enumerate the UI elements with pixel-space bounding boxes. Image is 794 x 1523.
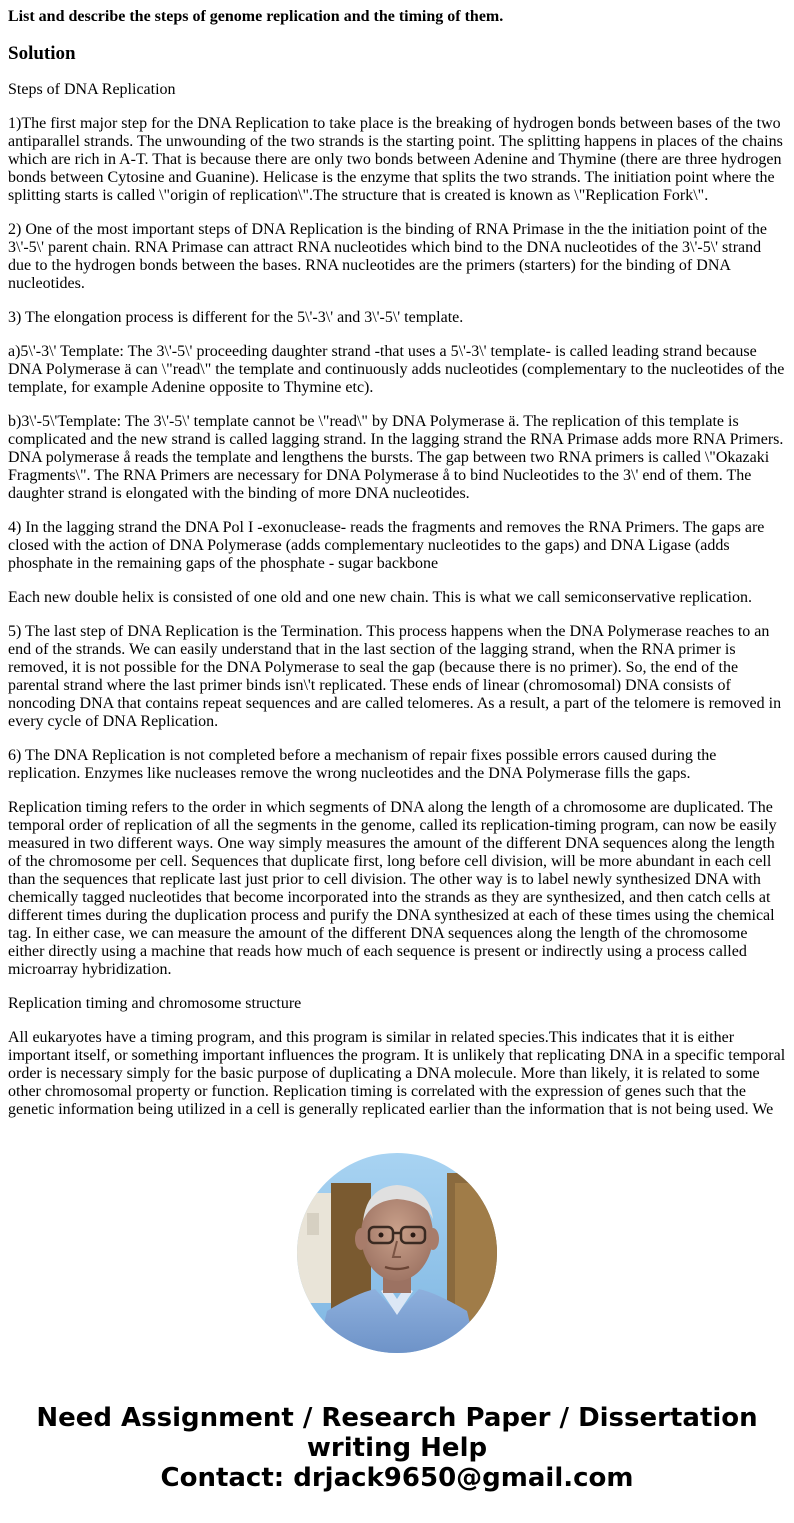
paragraph-step-6: 6) The DNA Replication is not completed before a mechanism of repair fixes possible errors caused during the replication. Enzymes like nucleases remove the wrong nucleotides and the DNA Polymerase fills the gaps. bbox=[8, 747, 717, 782]
avatar bbox=[297, 1153, 497, 1353]
paragraph-step-3a: a)5\'-3\' Template: The 3\'-5\' proceeding daughter strand -that uses a 5\'-3\' template- is called leading strand because DNA Polymerase ä can \"read\" the template and continuously adds nucleotides (complementary to the nucleotides of the template, for example Adenine opposite to Thymine etc). bbox=[8, 343, 785, 396]
footer-line-1: Need Assignment / Research Paper / Dissertation bbox=[36, 1403, 758, 1433]
paragraph-step-2: 2) One of the most important steps of DNA Replication is the binding of RNA Primase in the the initiation point of the 3\'-5\' parent chain. RNA Primase can attract RNA nucleotides which bind to the DNA nucleotides of the 3\'-5\' strand due to the hydrogen bonds between the bases. RNA nucleotides are the primers (starters) for the binding of DNA nucleotides. bbox=[8, 221, 768, 292]
paragraph-semiconservative: Each new double helix is consisted of one old and one new chain. This is what we call semiconservative replication. bbox=[8, 589, 752, 606]
paragraph-timing-heading: Replication timing and chromosome structure bbox=[8, 995, 302, 1012]
document-body bbox=[8, 0, 786, 1119]
paragraph-replication-timing: Replication timing refers to the order in which segments of DNA along the length of a chromosome are duplicated. The temporal order of replication of all the segments in the genome, called its replication-timing program, can now be easily measured in two different ways. One way simply measures the amount of the different DNA sequences along the length of the chromosome per cell. Sequences that duplicate first, long before cell division, will be more abundant in each cell than the sequences that replicate last just prior to cell division. The other way is to label newly synthesized DNA with chemically tagged nucleotides that become incorporated into the strands as they are synthesized, and then catch cells at different times during the duplication process and purify the DNA synthesized at each of these times using the chemical tag. In either case, we can measure the amount of the different DNA sequences along the length of the chromosome either directly using a machine that reads how much of each sequence is present or indirectly using a process called microarray hybridization. bbox=[8, 799, 777, 978]
solution-heading: Solution bbox=[8, 43, 76, 64]
footer-contact: Contact: drjack9650@gmail.com bbox=[160, 1463, 634, 1493]
paragraph-steps-heading: Steps of DNA Replication bbox=[8, 81, 176, 98]
footer-line-2: writing Help bbox=[306, 1433, 488, 1463]
paragraph-eukaryotes: All eukaryotes have a timing program, and this program is similar in related species.This indicates that it is either important itself, or something important influences the program. It is unlikely that replicating DNA in a specific temporal order is necessary simply for the basic purpose of duplicating a DNA molecule. More than likely, it is related to some other chromosomal property or function. Replication timing is correlated with the expression of genes such that the genetic information being utilized in a cell is generally replicated earlier than the information that is not being used. We bbox=[8, 1029, 786, 1118]
paragraph-step-3: 3) The elongation process is different for the 5\'-3\' and 3\'-5\' template. bbox=[8, 309, 464, 326]
paragraph-step-3b: b)3\'-5\'Template: The 3\'-5\' template cannot be \"read\" by DNA Polymerase ä. The replication of this template is complicated and the new strand is called lagging strand. In the lagging strand the RNA Primase adds more RNA Primers. DNA polymerase å reads the template and lengthens the bursts. The gap between two RNA primers is called \"Okazaki Fragments\". The RNA Primers are necessary for DNA Polymerase å to bind Nucleotides to the 3\' end of them. The daughter strand is elongated with the binding of more DNA nucleotides. bbox=[8, 413, 784, 502]
paragraph-step-4: 4) In the lagging strand the DNA Pol I -exonuclease- reads the fragments and removes the RNA Primers. The gaps are closed with the action of DNA Polymerase (adds complementary nucleotides to the gaps) and DNA Ligase (adds phosphate in the remaining gaps of the phosphate - sugar backbone bbox=[8, 519, 765, 572]
footer-ad bbox=[0, 1403, 794, 1493]
paragraph-step-5: 5) The last step of DNA Replication is the Termination. This process happens when the DNA Polymerase reaches to an end of the strands. We can easily understand that in the last section of the lagging strand, when the RNA primer is removed, it is not possible for the DNA Polymerase to seal the gap (because there is no primer). So, the end of the parental strand where the last primer binds isn\'t replicated. These ends of linear (chromosomal) DNA consists of noncoding DNA that contains repeat sequences and are called telomeres. As a result, a part of the telomere is removed in every cycle of DNA Replication. bbox=[8, 623, 782, 730]
paragraph-step-1: 1)The first major step for the DNA Replication to take place is the breaking of hydrogen bonds between bases of the two antiparallel strands. The unwounding of the two strands is the starting point. The splitting happens in places of the chains which are rich in A-T. That is because there are only two bonds between Adenine and Thymine (there are three hydrogen bonds between Cytosine and Guanine). Helicase is the enzyme that splits the two strands. The initiation point where the splitting starts is called \"origin of replication\".The structure that is created is known as \"Replication Fork\". bbox=[8, 115, 783, 204]
person-portrait-icon bbox=[297, 1153, 497, 1353]
question-title: List and describe the steps of genome replication and the timing of them. bbox=[8, 8, 504, 25]
